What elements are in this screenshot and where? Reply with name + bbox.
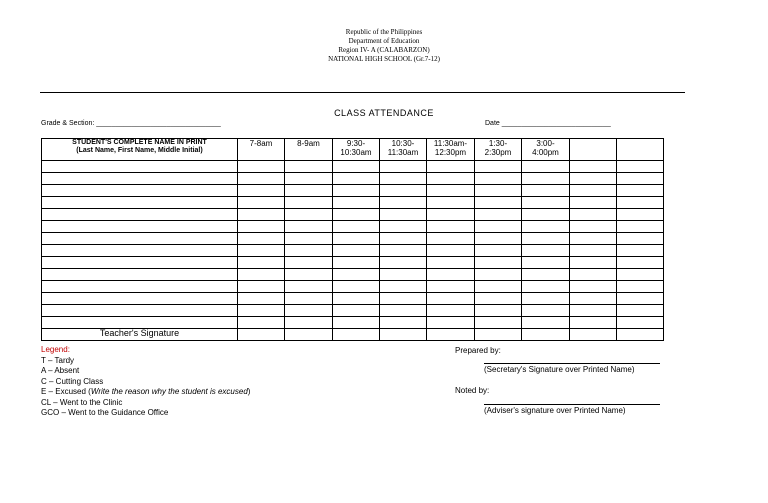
time-column-header: 10:30- 11:30am (380, 139, 427, 161)
attendance-cell[interactable] (617, 257, 664, 269)
attendance-cell[interactable] (475, 317, 522, 329)
student-name-cell[interactable] (42, 173, 238, 185)
attendance-cell[interactable] (522, 197, 570, 209)
table-row (42, 221, 664, 233)
time-column-header (570, 139, 617, 161)
attendance-cell[interactable] (570, 221, 617, 233)
attendance-cell[interactable] (522, 305, 570, 317)
teacher-signature-cell[interactable] (475, 329, 522, 341)
attendance-cell[interactable] (522, 209, 570, 221)
attendance-cell[interactable] (285, 161, 333, 173)
adviser-caption: (Adviser's signature over Printed Name) (484, 406, 626, 415)
attendance-cell[interactable] (617, 197, 664, 209)
attendance-cell[interactable] (238, 281, 285, 293)
header-republic: Republic of the Philippines (345, 28, 423, 36)
table-row (42, 305, 664, 317)
attendance-cell[interactable] (285, 221, 333, 233)
attendance-cell[interactable] (427, 281, 475, 293)
table-row (42, 185, 664, 197)
attendance-cell[interactable] (238, 257, 285, 269)
attendance-cell[interactable] (427, 185, 475, 197)
teacher-signature-cell[interactable] (333, 329, 380, 341)
time-column-header: 7-8am (238, 139, 285, 161)
attendance-table (41, 138, 664, 341)
table-row (42, 293, 664, 305)
attendance-cell[interactable] (333, 197, 380, 209)
attendance-cell[interactable] (285, 269, 333, 281)
student-name-cell[interactable] (42, 305, 238, 317)
attendance-cell[interactable] (617, 221, 664, 233)
attendance-cell[interactable] (570, 281, 617, 293)
attendance-cell[interactable] (617, 209, 664, 221)
attendance-cell[interactable] (238, 209, 285, 221)
attendance-cell[interactable] (333, 317, 380, 329)
attendance-cell[interactable] (617, 185, 664, 197)
attendance-cell[interactable] (285, 185, 333, 197)
attendance-cell[interactable] (522, 173, 570, 185)
teacher-signature-cell[interactable] (238, 329, 285, 341)
attendance-cell[interactable] (617, 161, 664, 173)
attendance-cell[interactable] (285, 173, 333, 185)
noted-by-label: Noted by: (455, 386, 490, 395)
attendance-cell[interactable] (522, 233, 570, 245)
attendance-cell[interactable] (380, 161, 427, 173)
student-name-cell[interactable] (42, 161, 238, 173)
legend-item-guidance: GCO – Went to the Guidance Office (41, 408, 169, 417)
attendance-cell[interactable] (522, 221, 570, 233)
attendance-cell[interactable] (380, 245, 427, 257)
teacher-signature-row (42, 329, 664, 341)
legend (41, 345, 250, 419)
table-row (42, 245, 664, 257)
table-row (42, 197, 664, 209)
student-name-cell[interactable] (42, 293, 238, 305)
attendance-cell[interactable] (570, 173, 617, 185)
table-row (42, 257, 664, 269)
page-title: CLASS ATTENDANCE (334, 108, 434, 118)
attendance-cell[interactable] (617, 317, 664, 329)
attendance-cell[interactable] (522, 317, 570, 329)
attendance-cell[interactable] (617, 269, 664, 281)
attendance-cell[interactable] (238, 221, 285, 233)
attendance-cell[interactable] (333, 281, 380, 293)
secretary-signature-line[interactable] (484, 363, 660, 364)
attendance-cell[interactable] (333, 173, 380, 185)
attendance-cell[interactable] (380, 233, 427, 245)
attendance-cell[interactable] (475, 245, 522, 257)
time-column-header: 11:30am- 12:30pm (427, 139, 475, 161)
attendance-cell[interactable] (427, 197, 475, 209)
attendance-cell[interactable] (570, 197, 617, 209)
time-column-header: 8-9am (285, 139, 333, 161)
attendance-cell[interactable] (380, 257, 427, 269)
attendance-cell[interactable] (333, 293, 380, 305)
date-field[interactable]: Date ____________________________ (485, 120, 611, 127)
attendance-cell[interactable] (238, 185, 285, 197)
attendance-cell[interactable] (333, 221, 380, 233)
attendance-cell[interactable] (570, 269, 617, 281)
attendance-cell[interactable] (475, 257, 522, 269)
attendance-cell[interactable] (570, 317, 617, 329)
time-column-header (617, 139, 664, 161)
attendance-cell[interactable] (427, 209, 475, 221)
attendance-cell[interactable] (238, 269, 285, 281)
attendance-cell[interactable] (238, 305, 285, 317)
table-row (42, 173, 664, 185)
attendance-cell[interactable] (570, 245, 617, 257)
attendance-cell[interactable] (522, 269, 570, 281)
attendance-cell[interactable] (475, 173, 522, 185)
legend-title: Legend: (41, 345, 70, 354)
attendance-cell[interactable] (238, 197, 285, 209)
attendance-cell[interactable] (475, 221, 522, 233)
header-divider (40, 92, 685, 93)
attendance-cell[interactable] (570, 293, 617, 305)
prepared-by-label: Prepared by: (455, 346, 501, 355)
attendance-cell[interactable] (285, 197, 333, 209)
attendance-cell[interactable] (380, 281, 427, 293)
attendance-cell[interactable] (333, 233, 380, 245)
legend-item-excused: E – Excused (Write the reason why the student is excused) (41, 387, 251, 396)
teacher-signature-cell[interactable] (285, 329, 333, 341)
attendance-cell[interactable] (380, 269, 427, 281)
attendance-cell[interactable] (427, 245, 475, 257)
time-column-header: 1:30- 2:30pm (475, 139, 522, 161)
teacher-signature-label: Teacher's Signature (42, 329, 238, 341)
table-row (42, 317, 664, 329)
attendance-cell[interactable] (380, 317, 427, 329)
student-name-cell[interactable] (42, 197, 238, 209)
time-column-header: 9:30- 10:30am (333, 139, 380, 161)
teacher-signature-cell[interactable] (570, 329, 617, 341)
student-name-cell[interactable] (42, 269, 238, 281)
attendance-cell[interactable] (380, 197, 427, 209)
attendance-cell[interactable] (570, 185, 617, 197)
attendance-cell[interactable] (427, 293, 475, 305)
attendance-cell[interactable] (427, 269, 475, 281)
legend-item-cutting: C – Cutting Class (41, 376, 104, 386)
header-region: Region IV- A (CALABARZON) (338, 46, 430, 54)
attendance-cell[interactable] (475, 233, 522, 245)
attendance-cell[interactable] (427, 257, 475, 269)
secretary-caption: (Secretary's Signature over Printed Name) (484, 365, 635, 374)
attendance-cell[interactable] (570, 305, 617, 317)
teacher-signature-cell[interactable] (617, 329, 664, 341)
teacher-signature-cell[interactable] (427, 329, 475, 341)
table-row (42, 209, 664, 221)
attendance-cell[interactable] (475, 197, 522, 209)
attendance-cell[interactable] (285, 281, 333, 293)
attendance-cell[interactable] (475, 209, 522, 221)
attendance-cell[interactable] (333, 185, 380, 197)
attendance-cell[interactable] (238, 245, 285, 257)
attendance-cell[interactable] (475, 269, 522, 281)
attendance-cell[interactable] (380, 173, 427, 185)
student-name-cell[interactable] (42, 245, 238, 257)
table-row (42, 269, 664, 281)
attendance-cell[interactable] (333, 209, 380, 221)
attendance-cell[interactable] (285, 293, 333, 305)
attendance-cell[interactable] (570, 161, 617, 173)
legend-item-tardy: T – Tardy (41, 355, 75, 365)
attendance-cell[interactable] (617, 173, 664, 185)
attendance-cell[interactable] (285, 305, 333, 317)
attendance-cell[interactable] (380, 221, 427, 233)
attendance-cell[interactable] (617, 281, 664, 293)
attendance-cell[interactable] (475, 161, 522, 173)
teacher-signature-cell[interactable] (380, 329, 427, 341)
student-name-cell[interactable] (42, 209, 238, 221)
attendance-cell[interactable] (380, 209, 427, 221)
student-name-cell[interactable] (42, 317, 238, 329)
student-name-cell[interactable] (42, 221, 238, 233)
attendance-cell[interactable] (380, 185, 427, 197)
name-column-header: STUDENT'S COMPLETE NAME IN PRINT (Last Name, First Name, Middle Initial) (42, 139, 238, 161)
attendance-cell[interactable] (285, 245, 333, 257)
attendance-cell[interactable] (285, 233, 333, 245)
header-department: Department of Education (348, 37, 420, 45)
attendance-cell[interactable] (475, 281, 522, 293)
attendance-cell[interactable] (522, 185, 570, 197)
student-name-cell[interactable] (42, 257, 238, 269)
table-row (42, 233, 664, 245)
grade-section-field[interactable]: Grade & Section: ________________________________ (41, 120, 221, 127)
attendance-cell[interactable] (617, 305, 664, 317)
attendance-cell[interactable] (333, 245, 380, 257)
table-header-row (42, 139, 664, 161)
header-school: NATIONAL HIGH SCHOOL (Gr.7-12) (328, 55, 440, 63)
student-name-cell[interactable] (42, 233, 238, 245)
attendance-cell[interactable] (238, 317, 285, 329)
attendance-cell[interactable] (333, 161, 380, 173)
legend-item-absent: A – Absent (41, 366, 80, 375)
attendance-cell[interactable] (333, 305, 380, 317)
attendance-cell[interactable] (238, 293, 285, 305)
attendance-cell[interactable] (238, 161, 285, 173)
attendance-cell[interactable] (285, 257, 333, 269)
student-name-cell[interactable] (42, 281, 238, 293)
attendance-cell[interactable] (238, 173, 285, 185)
attendance-cell[interactable] (238, 233, 285, 245)
attendance-cell[interactable] (522, 281, 570, 293)
attendance-cell[interactable] (475, 305, 522, 317)
attendance-cell[interactable] (475, 293, 522, 305)
attendance-cell[interactable] (617, 233, 664, 245)
attendance-cell[interactable] (285, 209, 333, 221)
time-column-header: 3:00- 4:00pm (522, 139, 570, 161)
attendance-cell[interactable] (570, 209, 617, 221)
attendance-cell[interactable] (617, 293, 664, 305)
attendance-cell[interactable] (570, 257, 617, 269)
attendance-cell[interactable] (617, 245, 664, 257)
attendance-cell[interactable] (475, 185, 522, 197)
attendance-cell[interactable] (427, 305, 475, 317)
legend-item-clinic: CL – Went to the Clinic (41, 397, 123, 407)
attendance-cell[interactable] (380, 293, 427, 305)
attendance-cell[interactable] (427, 161, 475, 173)
adviser-signature-line[interactable] (484, 404, 660, 405)
attendance-cell[interactable] (570, 233, 617, 245)
attendance-cell[interactable] (427, 221, 475, 233)
attendance-cell[interactable] (522, 161, 570, 173)
teacher-signature-cell[interactable] (522, 329, 570, 341)
attendance-cell[interactable] (427, 233, 475, 245)
attendance-cell[interactable] (522, 257, 570, 269)
attendance-cell[interactable] (427, 173, 475, 185)
student-name-cell[interactable] (42, 185, 238, 197)
table-row (42, 161, 664, 173)
attendance-cell[interactable] (427, 317, 475, 329)
attendance-cell[interactable] (522, 293, 570, 305)
table-row (42, 281, 664, 293)
attendance-cell[interactable] (522, 245, 570, 257)
attendance-cell[interactable] (333, 269, 380, 281)
attendance-cell[interactable] (333, 257, 380, 269)
attendance-cell[interactable] (285, 317, 333, 329)
attendance-cell[interactable] (380, 305, 427, 317)
